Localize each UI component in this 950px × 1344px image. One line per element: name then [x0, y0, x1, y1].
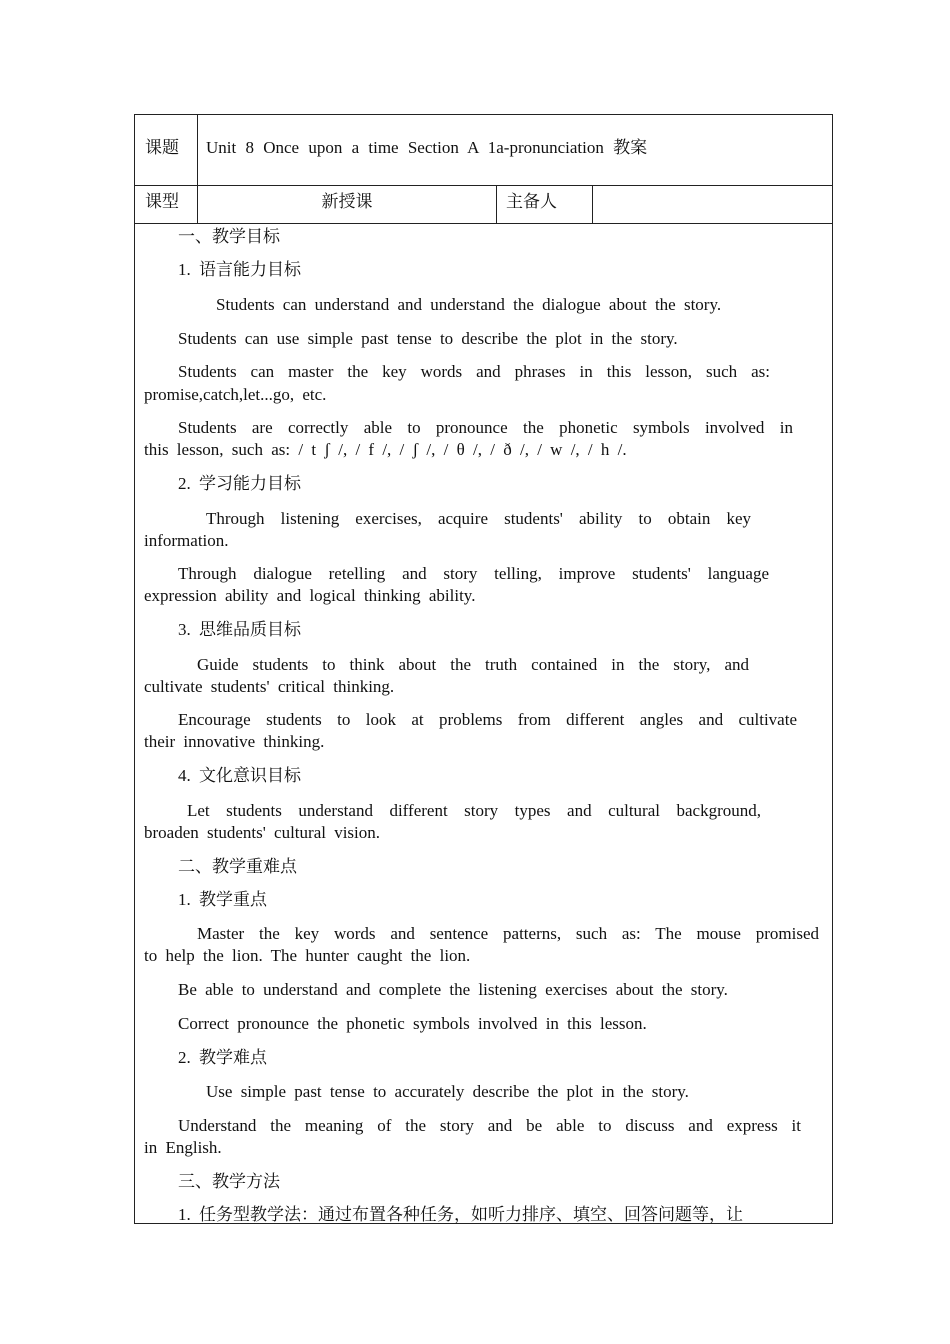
paragraph-line: expression ability and logical thinking ability. [144, 586, 476, 605]
type-row [135, 186, 832, 224]
paragraph-line: Students are correctly able to pronounce the phonetic symbols involved in [178, 418, 793, 437]
section-heading-methods: 三、教学方法 [178, 1172, 280, 1191]
subheading-teaching-focus: 1. 教学重点 [178, 890, 267, 909]
paragraph-line: 1. 任务型教学法：通过布置各种任务，如听力排序、填空、回答问题等，让 [178, 1205, 743, 1224]
lesson-title: Unit 8 Once upon a time Section A 1a-pronunciation 教案 [206, 138, 648, 157]
paragraph-line: information. [144, 531, 229, 550]
lesson-plan-table [134, 114, 833, 1224]
subheading-thinking-quality: 3. 思维品质目标 [178, 620, 301, 639]
paragraph-line: Understand the meaning of the story and be able to discuss and express it [178, 1116, 801, 1135]
paragraph-line: Students can master the key words and phrases in this lesson, such as: [178, 362, 770, 381]
section-heading-objectives: 一、教学目标 [178, 227, 280, 246]
paragraph-line: Guide students to think about the truth contained in the story, and [197, 655, 749, 674]
paragraph-line: their innovative thinking. [144, 732, 325, 751]
lesson-content [135, 224, 832, 1224]
paragraph-line: Through listening exercises, acquire students' ability to obtain key [206, 509, 751, 528]
subheading-teaching-difficulty: 2. 教学难点 [178, 1048, 267, 1067]
paragraph-line: to help the lion. The hunter caught the lion. [144, 946, 471, 965]
paragraph-line: Use simple past tense to accurately describe the plot in the story. [206, 1082, 689, 1101]
paragraph-line: Encourage students to look at problems from different angles and cultivate [178, 710, 797, 729]
subheading-cultural-awareness: 4. 文化意识目标 [178, 766, 301, 785]
subheading-language-ability: 1. 语言能力目标 [178, 260, 301, 279]
paragraph-line: broaden students' cultural vision. [144, 823, 381, 842]
paragraph-line: Through dialogue retelling and story telling, improve students' language [178, 564, 769, 583]
paragraph-line: Be able to understand and complete the listening exercises about the story. [178, 980, 728, 999]
paragraph-line: Correct pronounce the phonetic symbols involved in this lesson. [178, 1014, 647, 1033]
preparer-label: 主备人 [497, 186, 593, 223]
paragraph-line: Let students understand different story types and cultural background, [187, 801, 761, 820]
paragraph-line: Students can understand and understand the dialogue about the story. [216, 295, 722, 314]
paragraph-line: in English. [144, 1138, 222, 1157]
preparer-value [593, 186, 832, 223]
title-label: 课题 [135, 115, 198, 185]
subheading-learning-ability: 2. 学习能力目标 [178, 474, 301, 493]
paragraph-line: cultivate students' critical thinking. [144, 677, 395, 696]
paragraph-line: promise,catch,let...go, etc. [144, 385, 327, 404]
lesson-type: 新授课 [198, 186, 497, 223]
title-row [135, 115, 832, 186]
type-label: 课型 [135, 186, 198, 223]
paragraph-line: this lesson, such as: / t ʃ /, / f /, / ʃ /, / θ /, / ð /, / w /, / h /. [144, 440, 627, 459]
paragraph-line: Students can use simple past tense to describe the plot in the story. [178, 329, 678, 348]
paragraph-line: Master the key words and sentence patterns, such as: The mouse promised [197, 924, 819, 943]
section-heading-key-points: 二、教学重难点 [178, 857, 297, 876]
